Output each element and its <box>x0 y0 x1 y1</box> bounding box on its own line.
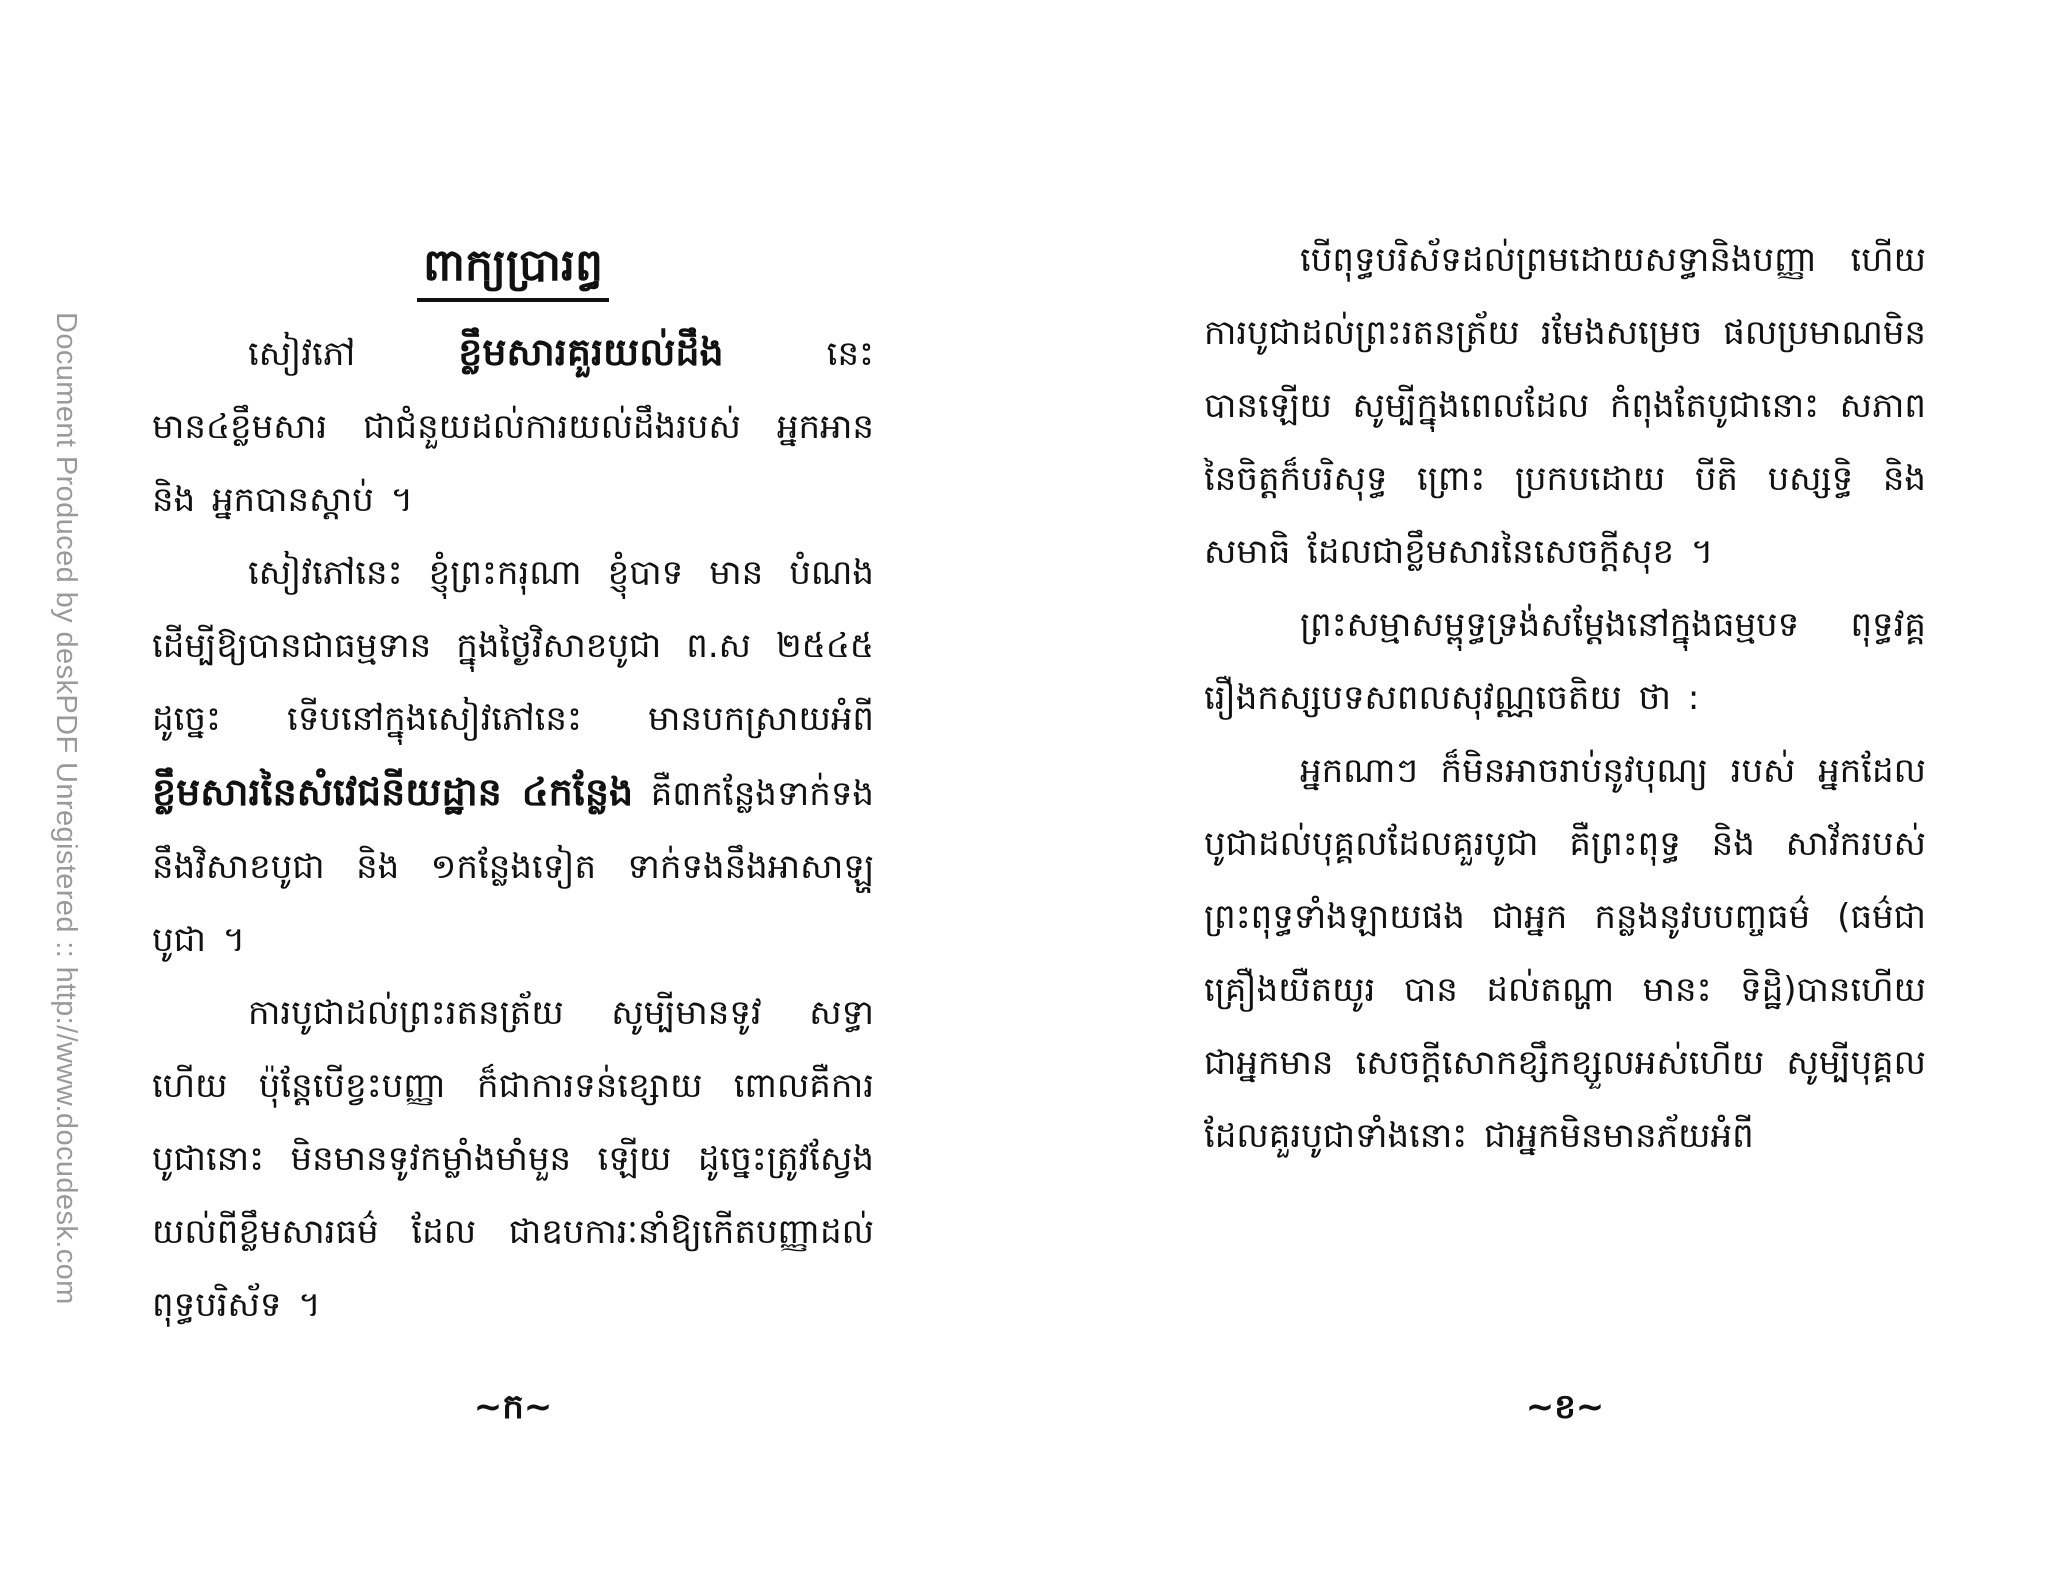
page-number-right: ~ខ~ <box>1525 1387 1605 1427</box>
bold-topic-title: ខ្លឹមសារនៃសំវេជនីយដ្ឋាន ៤កន្លែង <box>152 770 634 814</box>
page-heading-text: ពាក្យប្រារព្ធ <box>417 236 609 302</box>
page-number-left: ~ក~ <box>473 1387 553 1427</box>
right-page-body <box>1204 224 1926 1173</box>
page-heading <box>152 236 874 302</box>
left-page-body <box>152 316 874 1342</box>
right-paragraph-3: អ្នកណាៗ ក៏មិនអាចរាប់នូវបុណ្យ របស់ អ្នកដែលបូជាដល់បុគ្គលដែលគួរបូជា គឺព្រះពុទ្ធ និង សាវ័ករបស់ព្រះពុទ្ធទាំងឡាយផង ជាអ្នក កន្លងនូវបបញ្ចធម៌ (ធម៌ជាគ្រឿងយឺតយូរ បាន ដល់តណ្ហា មានះ ទិដ្ឋិ)បានហើយ ជាអ្នកមាន សេចក្ដីសោកខ្សឹកខ្សួលអស់ហើយ សូម្បីបុគ្គល ដែលគួរបូជាទាំងនោះ ជាអ្នកមិនមានភ័យអំពី <box>1204 751 1926 1156</box>
text-run: ការបូជាដល់ព្រះរតនត្រ័យ សូម្បីមានទូវ សទ្ធាហើយ ប៉ុន្តែបើខ្វះបញ្ញា ក៏ជាការទន់ខ្សោយ ពោលគឺការបូជានោះ មិនមានទូវកម្លាំងមាំមួន ឡើយ ដូច្នេះត្រូវស្វែងយល់ពីខ្លឹមសារធម៌ ដែល ជាឧបការៈនាំឱ្យកើតបញ្ញាដល់ពុទ្ធបរិស័ទ ។ <box>152 993 874 1325</box>
text-run: គឺ៣កន្លែងទាក់ទងនឹងវិសាខបូជា និង ១កន្លែងទៀត ទាក់ទងនឹងអាសាឡ្ហបូជា ។ <box>152 774 874 960</box>
left-paragraph-2 <box>152 537 874 977</box>
right-paragraph-1: បើពុទ្ធបរិស័ទដល់ព្រមដោយសទ្ធានិងបញ្ញា ហើយ ការបូជាដល់ព្រះរតនត្រ័យ រមែងសម្រេច ផលប្រមាណមិនបានឡើយ សូម្បីក្នុងពេលដែល កំពុងតែបូជានោះ សភាពនៃចិត្តក៏បរិសុទ្ធ ព្រោះ ប្រកបដោយ បីតិ បស្សទ្ធិ និង សមាធិ ដែលជាខ្លឹមសារនៃសេចក្ដីសុខ ។ <box>1204 240 1926 572</box>
left-paragraph-1 <box>152 316 874 537</box>
text-run: សៀវភៅ <box>248 334 459 374</box>
watermark-text: Document Produced by deskPDF Unregistered :: http://www.docudesk.com <box>50 312 82 1305</box>
text-run: សៀវភៅនេះ ខ្ញុំព្រះករុណា ខ្ញុំបាទ មាន បំណងដើម្បីឱ្យបានជាធម្មទាន ក្នុងថ្ងៃវិសាខបូជា ព.ស ២៥៤៥ ដូច្នេះ ទើបនៅក្នុងសៀវភៅនេះ មានបកស្រាយអំពី <box>152 553 874 739</box>
watermark <box>50 0 82 1582</box>
bold-book-title: ខ្លឹមសារគួរយល់ដឹង <box>458 330 724 374</box>
left-paragraph-3 <box>152 977 874 1342</box>
text-run: នេះ មាន៤ខ្លឹមសារ ជាជំនួយដល់ការយល់ដឹងរបស់ អ្នកអាន និង អ្នកបានស្តាប់ ។ <box>152 334 874 520</box>
right-paragraph-2: ព្រះសម្មាសម្ពុទ្ធទ្រង់សម្ដែងនៅក្នុងធម្មបទ ពុទ្ធវគ្គ រឿងកស្សបទសពលសុវណ្ណចេតិយ ថា : <box>1204 605 1926 718</box>
